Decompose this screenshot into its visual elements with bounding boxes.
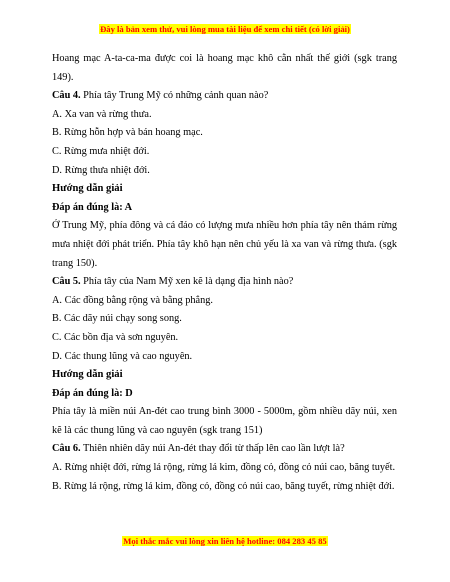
q5-option-a: A. Các đồng bằng rộng và bằng phẳng. (52, 294, 213, 306)
q4-option-c: C. Rừng mưa nhiệt đới. (52, 145, 150, 157)
question-6 (52, 440, 397, 459)
q5-option-d: D. Các thung lũng và cao nguyên. (52, 350, 193, 362)
question-5-label: Câu 5. (52, 276, 81, 288)
q6-option-b: B. Rừng lá rộng, rừng lá kim, đồng cỏ, đồng cỏ núi cao, băng tuyết, rừng nhiệt đới. (52, 480, 395, 492)
intro-paragraph: Hoang mạc A-ta-ca-ma được coi là hoang mạc khô cằn nhất thế giới (sgk trang 149). (52, 53, 397, 83)
q4-option-a: A. Xa van và rừng thưa. (52, 108, 152, 120)
question-5 (52, 273, 397, 292)
q4-option-d: D. Rừng thưa nhiệt đới. (52, 164, 150, 176)
document-body (52, 50, 397, 496)
hotline-banner (0, 535, 450, 547)
question-4 (52, 87, 397, 106)
guide-heading-2: Hướng dẫn giải (52, 369, 123, 381)
question-5-text: Phía tây của Nam Mỹ xen kẽ là dạng địa hình nào? (80, 276, 294, 288)
q6-option-a: A. Rừng nhiệt đới, rừng lá rộng, rừng lá kim, đồng cỏ, đồng cỏ núi cao, băng tuyết. (52, 462, 396, 474)
question-4-text: Phía tây Trung Mỹ có những cảnh quan nào? (80, 90, 269, 102)
explanation-2: Phía tây là miền núi An-đét cao trung bình 3000 - 5000m, gồm nhiều dãy núi, xen kẽ là các thung lũng và cao nguyên (sgk trang 151) (52, 406, 397, 436)
preview-banner (0, 23, 450, 35)
explanation-1: Ở Trung Mỹ, phía đông và cá đảo có lượng mưa nhiều hơn phía tây nên thảm rừng mưa nhiệt đới phát triển. Phía tây khô hạn nên chủ yếu là xa van và rừng thưa. (sgk trang 150). (52, 220, 397, 269)
q4-option-b: B. Rừng hỗn hợp và bán hoang mạc. (52, 127, 203, 139)
q5-option-c: C. Các bồn địa và sơn nguyên. (52, 331, 179, 343)
answer-1: Đáp án đúng là: A (52, 201, 133, 213)
preview-banner-text: Đây là bản xem thử, vui lòng mua tài liệu để xem chi tiết (có lời giải) (100, 24, 350, 34)
answer-2: Đáp án đúng là: D (52, 387, 133, 399)
guide-heading-1: Hướng dẫn giải (52, 183, 123, 195)
question-6-label: Câu 6. (52, 443, 81, 455)
hotline-banner-text: Mọi thắc mắc vui lòng xin liên hệ hotline: 084 283 45 85 (123, 536, 327, 546)
q5-option-b: B. Các dãy núi chạy song song. (52, 313, 182, 325)
question-6-text: Thiên nhiên dãy núi An-đét thay đổi từ thấp lên cao lần lượt là? (80, 443, 345, 455)
question-4-label: Câu 4. (52, 90, 81, 102)
